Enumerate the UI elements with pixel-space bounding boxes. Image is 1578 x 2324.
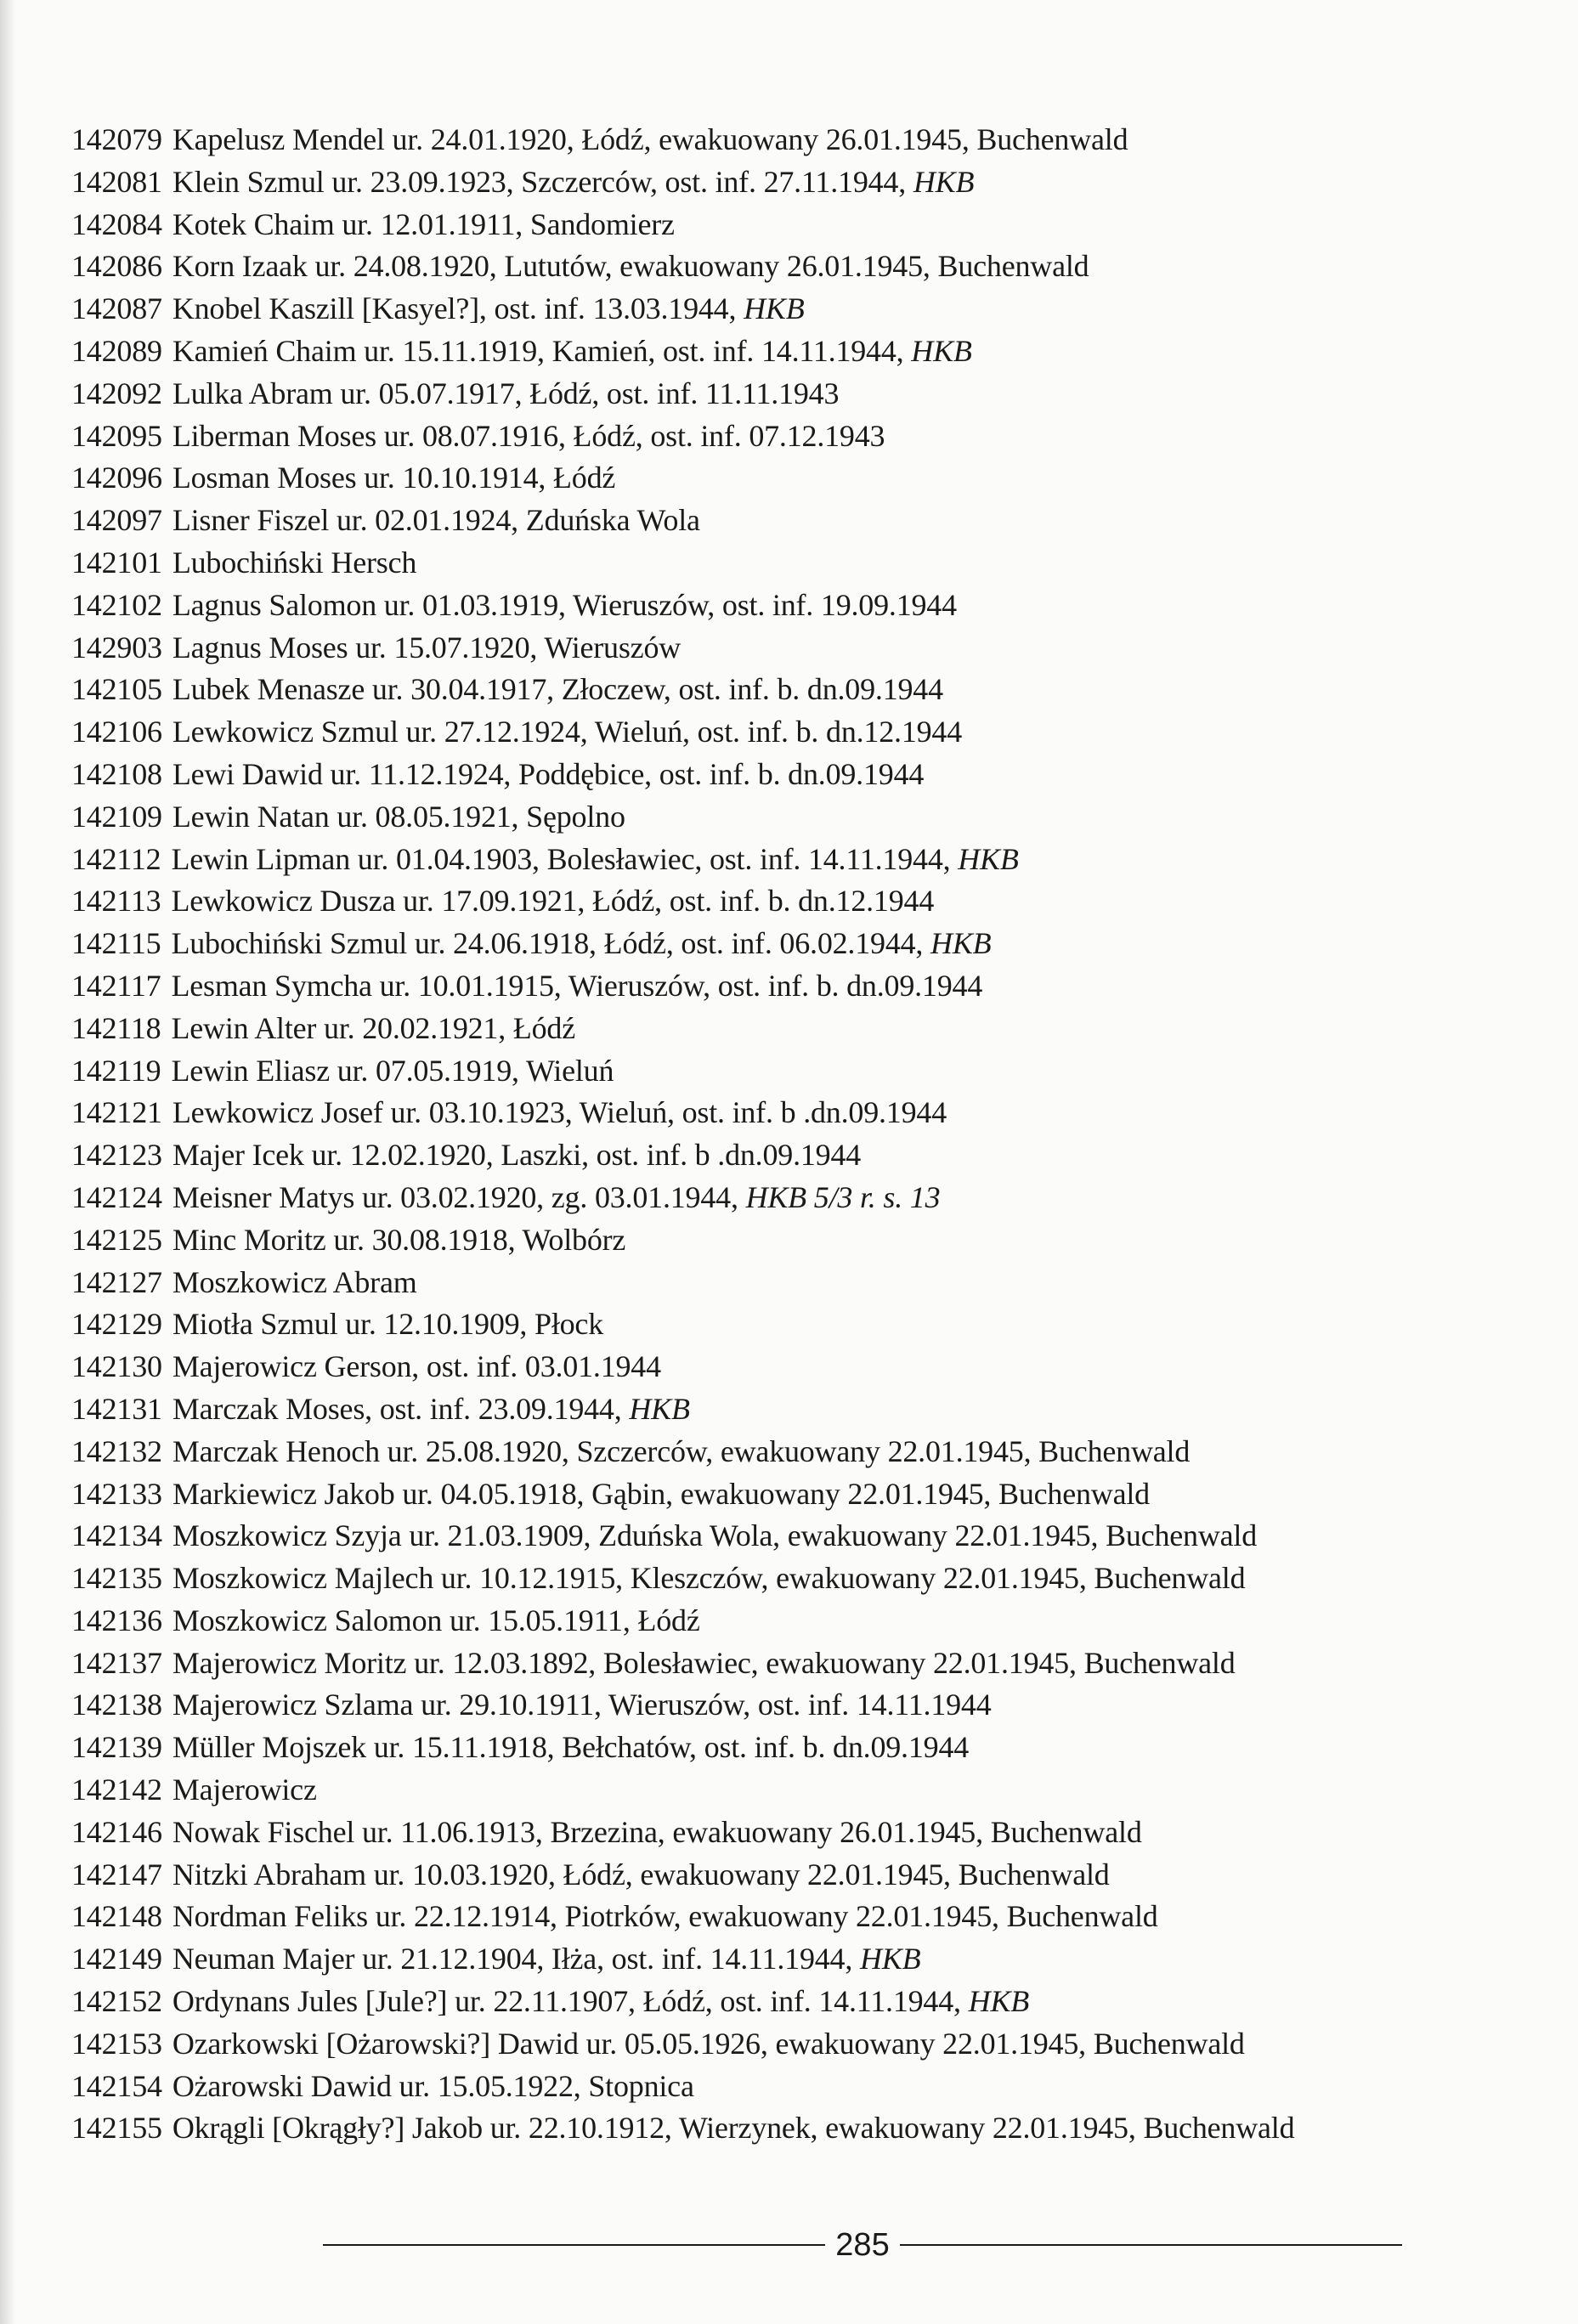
prisoner-number: 142092	[71, 376, 162, 410]
prisoner-number: 142112	[71, 841, 161, 876]
list-item	[71, 965, 1533, 1008]
prisoner-details: Majer Icek ur. 12.02.1920, Laszki, ost. inf. b .dn.09.1944	[172, 1138, 862, 1173]
page-number: 285	[835, 2227, 890, 2263]
prisoner-number: 142095	[71, 418, 162, 453]
prisoner-details: Moszkowicz Majlech ur. 10.12.1915, Kleszczów, ewakuowany 22.01.1945, Buchenwald	[172, 1561, 1246, 1596]
prisoner-note: HKB 5/3 r. s. 13	[745, 1179, 941, 1214]
prisoner-details: Lubek Menasze ur. 30.04.1917, Złoczew, ost. inf. b. dn.09.1944	[172, 672, 943, 707]
prisoner-details: Lagnus Salomon ur. 01.03.1919, Wieruszów, ost. inf. 19.09.1944	[172, 587, 957, 622]
list-item	[71, 1431, 1533, 1473]
prisoner-number: 142106	[71, 715, 162, 749]
prisoner-note: HKB	[629, 1391, 690, 1426]
list-item	[71, 711, 1533, 754]
prisoner-number: 142129	[71, 1307, 162, 1342]
prisoner-number: 142096	[71, 461, 162, 495]
prisoner-details: Knobel Kaszill [Kasyel?], ost. inf. 13.03.1944,	[172, 291, 744, 326]
list-item	[71, 2107, 1533, 2150]
page-edge-shadow	[0, 0, 15, 2324]
prisoner-details: Markiewicz Jakob ur. 04.05.1918, Gąbin, ewakuowany 22.01.1945, Buchenwald	[172, 1476, 1150, 1511]
footer-rule-right	[900, 2244, 1402, 2246]
list-item	[71, 923, 1533, 965]
list-item	[71, 1812, 1533, 1854]
prisoner-number: 142134	[71, 1518, 162, 1553]
prisoner-details: Müller Mojszek ur. 15.11.1918, Bełchatów, ost. inf. b. dn.09.1944	[172, 1730, 970, 1765]
list-item	[71, 1558, 1533, 1600]
prisoner-number: 142086	[71, 249, 162, 284]
prisoner-note: HKB	[744, 291, 805, 326]
prisoner-list	[71, 119, 1533, 2150]
prisoner-details: Marczak Moses, ost. inf. 23.09.1944,	[172, 1391, 630, 1426]
prisoner-note: HKB	[930, 926, 992, 961]
prisoner-details: Nordman Feliks ur. 22.12.1914, Piotrków, ewakuowany 22.01.1945, Buchenwald	[172, 1899, 1158, 1934]
prisoner-details: Moszkowicz Szyja ur. 21.03.1909, Zduńska Wola, ewakuowany 22.01.1945, Buchenwald	[172, 1518, 1258, 1553]
prisoner-number: 142131	[71, 1391, 162, 1426]
prisoner-details: Lagnus Moses ur. 15.07.1920, Wieruszów	[172, 630, 682, 664]
prisoner-number: 142152	[71, 1984, 162, 2019]
prisoner-number: 142147	[71, 1857, 162, 1891]
prisoner-number: 142137	[71, 1645, 162, 1680]
list-item	[71, 1473, 1533, 1516]
prisoner-details: Kamień Chaim ur. 15.11.1919, Kamień, ost. inf. 14.11.1944,	[172, 333, 912, 368]
list-item	[71, 1769, 1533, 1812]
list-item	[71, 288, 1533, 331]
prisoner-note: HKB	[911, 333, 972, 368]
prisoner-details: Kapelusz Mendel ur. 24.01.1920, Łódź, ewakuowany 26.01.1945, Buchenwald	[172, 122, 1128, 156]
prisoner-details: Lewin Eliasz ur. 07.05.1919, Wieluń	[171, 1053, 614, 1088]
list-item	[71, 1092, 1533, 1134]
prisoner-number: 142142	[71, 1773, 162, 1807]
list-item	[71, 457, 1533, 500]
prisoner-details: Ozarkowski [Ożarowski?] Dawid ur. 05.05.1926, ewakuowany 22.01.1945, Buchenwald	[172, 2026, 1245, 2061]
list-item	[71, 796, 1533, 839]
prisoner-details: Nitzki Abraham ur. 10.03.1920, Łódź, ewakuowany 22.01.1945, Buchenwald	[172, 1857, 1110, 1891]
prisoner-number: 142139	[71, 1730, 162, 1765]
list-item	[71, 627, 1533, 670]
prisoner-number: 142125	[71, 1222, 162, 1257]
list-item	[71, 585, 1533, 627]
prisoner-number: 142102	[71, 587, 162, 622]
list-item	[71, 1515, 1533, 1558]
prisoner-number: 142127	[71, 1264, 162, 1299]
prisoner-number: 142146	[71, 1814, 162, 1849]
footer-rule-left	[323, 2244, 825, 2246]
list-item	[71, 1388, 1533, 1431]
prisoner-number: 142105	[71, 672, 162, 707]
list-item	[71, 669, 1533, 711]
prisoner-number: 142081	[71, 164, 162, 199]
prisoner-details: Liberman Moses ur. 08.07.1916, Łódź, ost. inf. 07.12.1943	[172, 418, 885, 453]
prisoner-number: 142133	[71, 1476, 162, 1511]
prisoner-number: 142117	[71, 968, 161, 1003]
prisoner-details: Kotek Chaim ur. 12.01.1911, Sandomierz	[172, 206, 675, 241]
list-item	[71, 161, 1533, 204]
prisoner-details: Lubochiński Hersch	[172, 545, 417, 580]
list-item	[71, 880, 1533, 923]
list-item	[71, 1600, 1533, 1643]
prisoner-details: Lewi Dawid ur. 11.12.1924, Poddębice, ost. inf. b. dn.09.1944	[172, 756, 925, 791]
prisoner-note: HKB	[968, 1984, 1030, 2019]
prisoner-details: Ordynans Jules [Jule?] ur. 22.11.1907, Łódź, ost. inf. 14.11.1944,	[172, 1984, 969, 2019]
prisoner-number: 142136	[71, 1603, 162, 1637]
list-item	[71, 373, 1533, 416]
prisoner-details: Lewin Lipman ur. 01.04.1903, Bolesławiec, ost. inf. 14.11.1944,	[171, 841, 959, 876]
prisoner-details: Majerowicz Moritz ur. 12.03.1892, Bolesławiec, ewakuowany 22.01.1945, Buchenwald	[172, 1645, 1236, 1680]
prisoner-details: Marczak Henoch ur. 25.08.1920, Szczerców, ewakuowany 22.01.1945, Buchenwald	[172, 1433, 1191, 1468]
prisoner-number: 142124	[71, 1179, 162, 1214]
prisoner-number: 142115	[71, 926, 161, 961]
list-item	[71, 1938, 1533, 1981]
list-item	[71, 1303, 1533, 1346]
prisoner-details: Majerowicz Szlama ur. 29.10.1911, Wieruszów, ost. inf. 14.11.1944	[172, 1688, 992, 1722]
list-item	[71, 2023, 1533, 2066]
list-item	[71, 839, 1533, 881]
prisoner-number: 142079	[71, 122, 162, 156]
page-footer	[323, 2226, 1402, 2264]
prisoner-details: Majerowicz Gerson, ost. inf. 03.01.1944	[172, 1349, 661, 1384]
prisoner-number: 142148	[71, 1899, 162, 1934]
prisoner-details: Klein Szmul ur. 23.09.1923, Szczerców, ost. inf. 27.11.1944,	[172, 164, 913, 199]
list-item	[71, 1854, 1533, 1897]
prisoner-details: Lewkowicz Szmul ur. 27.12.1924, Wieluń, ost. inf. b. dn.12.1944	[172, 715, 963, 749]
prisoner-details: Lewin Natan ur. 08.05.1921, Sępolno	[172, 799, 625, 834]
list-item	[71, 1346, 1533, 1388]
list-item	[71, 2066, 1533, 2108]
prisoner-details: Miotła Szmul ur. 12.10.1909, Płock	[172, 1307, 604, 1342]
prisoner-number: 142138	[71, 1688, 162, 1722]
prisoner-number: 142118	[71, 1010, 161, 1045]
prisoner-details: Minc Moritz ur. 30.08.1918, Wolbórz	[172, 1222, 626, 1257]
prisoner-details: Lewkowicz Josef ur. 03.10.1923, Wieluń, ost. inf. b .dn.09.1944	[172, 1095, 947, 1130]
list-item	[71, 1177, 1533, 1219]
prisoner-details: Lewin Alter ur. 20.02.1921, Łódź	[171, 1010, 575, 1045]
prisoner-details: Lubochiński Szmul ur. 24.06.1918, Łódź, ost. inf. 06.02.1944,	[171, 926, 931, 961]
list-item	[71, 331, 1533, 373]
prisoner-note: HKB	[859, 1942, 921, 1976]
list-item	[71, 416, 1533, 458]
prisoner-number: 142089	[71, 333, 162, 368]
prisoner-details: Lewkowicz Dusza ur. 17.09.1921, Łódź, ost. inf. b. dn.12.1944	[171, 884, 935, 919]
list-item	[71, 1262, 1533, 1304]
prisoner-number: 142135	[71, 1561, 162, 1596]
prisoner-number: 142108	[71, 756, 162, 791]
prisoner-note: HKB	[958, 841, 1019, 876]
prisoner-number: 142121	[71, 1095, 162, 1130]
prisoner-number: 142153	[71, 2026, 162, 2061]
prisoner-details: Lulka Abram ur. 05.07.1917, Łódź, ost. inf. 11.11.1943	[172, 376, 840, 410]
list-item	[71, 1684, 1533, 1727]
list-item	[71, 1050, 1533, 1093]
list-item	[71, 246, 1533, 288]
prisoner-number: 142113	[71, 884, 161, 919]
prisoner-number: 142130	[71, 1349, 162, 1384]
list-item	[71, 500, 1533, 542]
prisoner-number: 142087	[71, 291, 162, 326]
prisoner-details: Moszkowicz Salomon ur. 15.05.1911, Łódź	[172, 1603, 700, 1637]
prisoner-number: 142101	[71, 545, 162, 580]
prisoner-number: 142097	[71, 503, 162, 538]
prisoner-details: Moszkowicz Abram	[172, 1264, 417, 1299]
prisoner-details: Korn Izaak ur. 24.08.1920, Lututów, ewakuowany 26.01.1945, Buchenwald	[172, 249, 1089, 284]
prisoner-number: 142154	[71, 2068, 162, 2103]
prisoner-number: 142155	[71, 2111, 162, 2146]
list-item	[71, 1981, 1533, 2023]
list-item	[71, 119, 1533, 161]
prisoner-number: 142123	[71, 1138, 162, 1173]
list-item	[71, 542, 1533, 585]
prisoner-details: Losman Moses ur. 10.10.1914, Łódź	[172, 461, 616, 495]
list-item	[71, 1727, 1533, 1769]
list-item	[71, 1643, 1533, 1685]
prisoner-details: Ożarowski Dawid ur. 15.05.1922, Stopnica	[172, 2068, 694, 2103]
prisoner-number: 142132	[71, 1433, 162, 1468]
list-item	[71, 1134, 1533, 1177]
prisoner-details: Lesman Symcha ur. 10.01.1915, Wieruszów, ost. inf. b. dn.09.1944	[171, 968, 983, 1003]
prisoner-details: Meisner Matys ur. 03.02.1920, zg. 03.01.1944,	[172, 1179, 746, 1214]
prisoner-number: 142109	[71, 799, 162, 834]
prisoner-number: 142084	[71, 206, 162, 241]
prisoner-number: 142119	[71, 1053, 161, 1088]
list-item	[71, 1219, 1533, 1262]
prisoner-number: 142903	[71, 630, 162, 664]
list-item	[71, 204, 1533, 246]
list-item	[71, 1896, 1533, 1938]
prisoner-details: Lisner Fiszel ur. 02.01.1924, Zduńska Wola	[172, 503, 700, 538]
list-item	[71, 1008, 1533, 1050]
prisoner-number: 142149	[71, 1942, 162, 1976]
prisoner-details: Okrągli [Okrągły?] Jakob ur. 22.10.1912, Wierzynek, ewakuowany 22.01.1945, Buchenwald	[172, 2111, 1295, 2146]
prisoner-note: HKB	[913, 164, 975, 199]
prisoner-details: Nowak Fischel ur. 11.06.1913, Brzezina, ewakuowany 26.01.1945, Buchenwald	[172, 1814, 1142, 1849]
prisoner-details: Neuman Majer ur. 21.12.1904, Iłża, ost. inf. 14.11.1944,	[172, 1942, 860, 1976]
prisoner-details: Majerowicz	[172, 1773, 317, 1807]
list-item	[71, 754, 1533, 796]
